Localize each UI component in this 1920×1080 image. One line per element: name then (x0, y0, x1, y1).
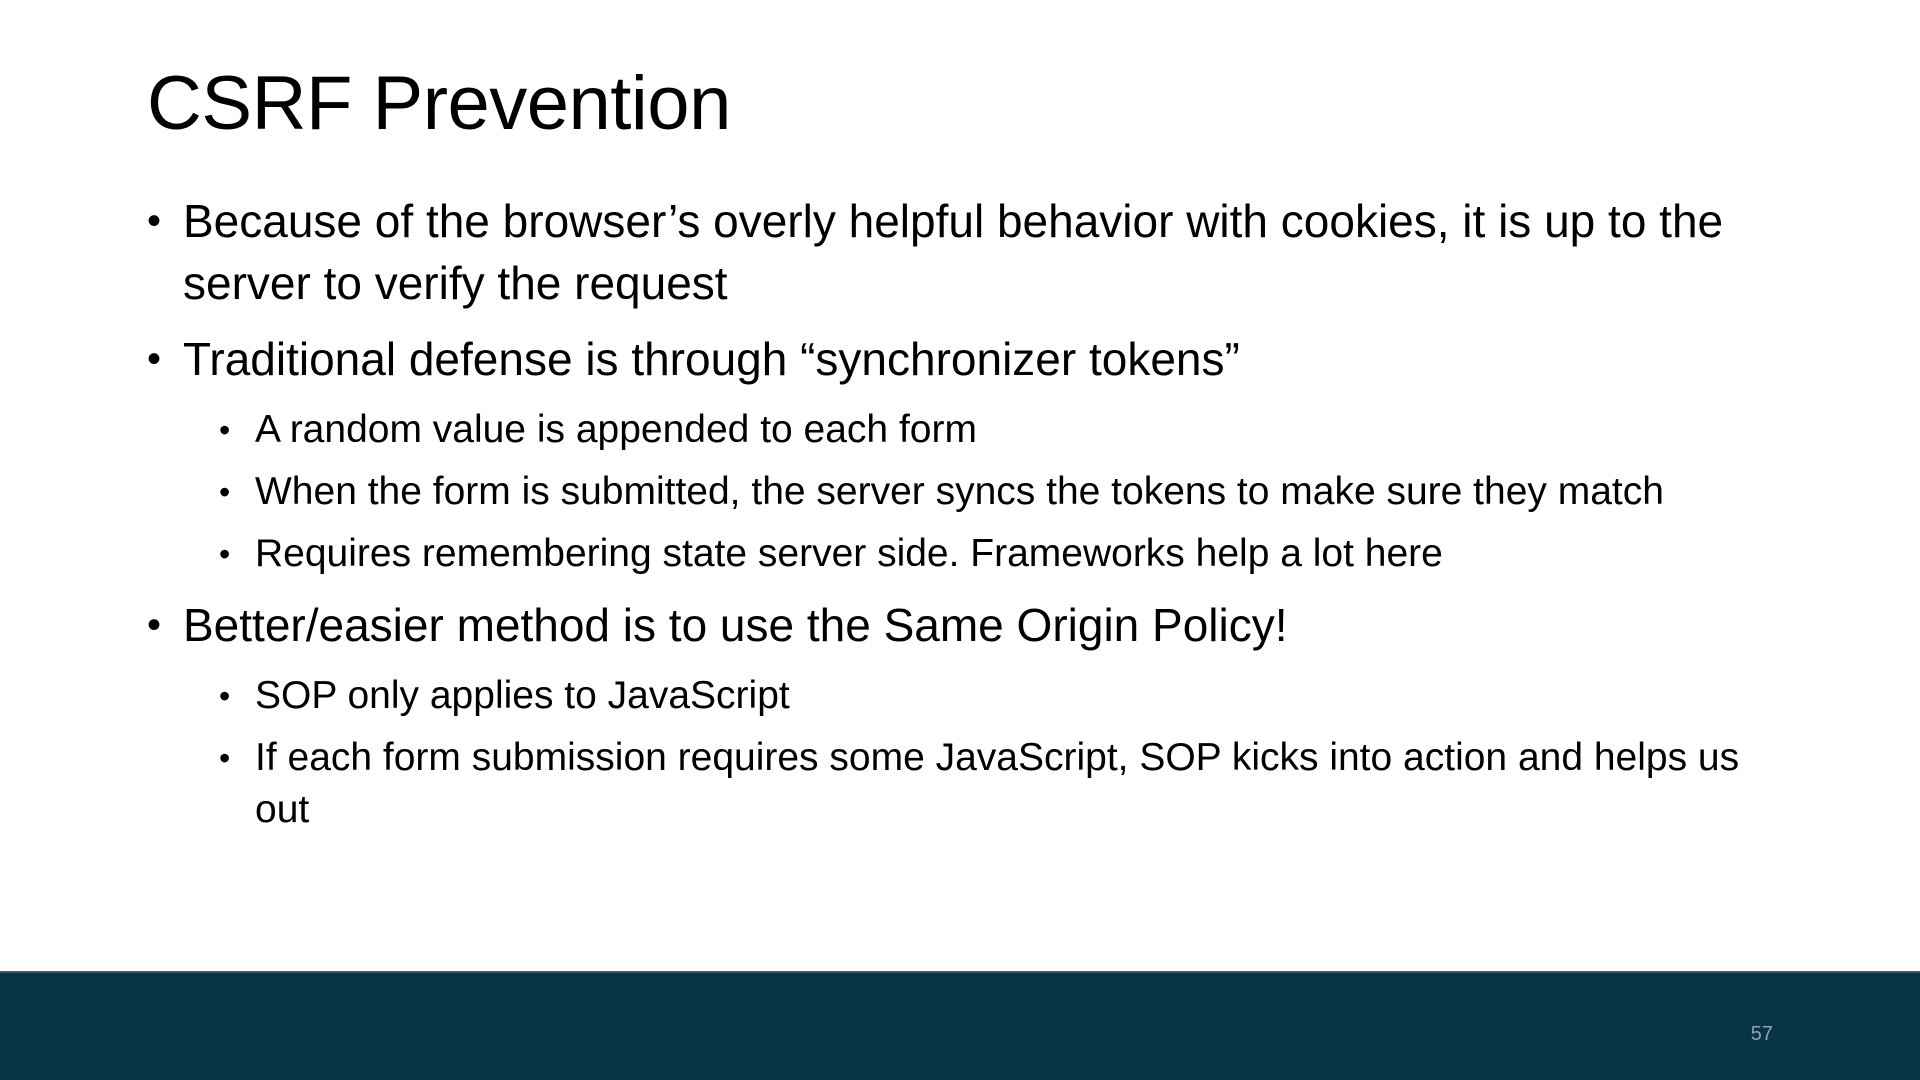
sub-bullet-dot-icon: • (219, 474, 231, 510)
sub-bullet-item (147, 466, 1787, 518)
bullet-text: Because of the browser’s overly helpful behavior with cookies, it is up to the server to verify the request (183, 195, 1724, 309)
bullet-item (147, 594, 1787, 656)
bullet-item (147, 190, 1787, 314)
sub-bullet-dot-icon: • (219, 740, 231, 776)
sub-bullet-dot-icon: • (219, 412, 231, 448)
footer-bar (0, 971, 1920, 1080)
sub-bullet-text: A random value is appended to each form (255, 408, 977, 451)
bullet-dot-icon: • (147, 337, 162, 381)
bullet-dot-icon: • (147, 603, 162, 647)
sub-bullet-dot-icon: • (219, 678, 231, 714)
slide-content (147, 190, 1787, 850)
sub-bullet-dot-icon: • (219, 536, 231, 572)
bullet-group-3 (147, 594, 1787, 836)
bullet-group-2 (147, 328, 1787, 580)
sub-bullet-item (147, 404, 1787, 456)
bullet-dot-icon: • (147, 199, 162, 243)
sub-bullet-item (147, 528, 1787, 580)
bullet-text: Better/easier method is to use the Same Origin Policy! (183, 599, 1288, 651)
page-number: 57 (1750, 1023, 1773, 1045)
sub-bullet-text: Requires remembering state server side. Frameworks help a lot here (255, 532, 1443, 575)
sub-bullet-item (147, 670, 1787, 722)
sub-bullet-text: If each form submission requires some JavaScript, SOP kicks into action and helps us out (255, 736, 1740, 831)
sub-bullet-item (147, 732, 1787, 836)
sub-bullet-text: When the form is submitted, the server syncs the tokens to make sure they match (255, 470, 1664, 513)
bullet-text: Traditional defense is through “synchronizer tokens” (183, 333, 1240, 385)
bullet-item (147, 328, 1787, 390)
bullet-group-1 (147, 190, 1787, 314)
sub-bullet-text: SOP only applies to JavaScript (255, 674, 790, 717)
slide-title: CSRF Prevention (147, 61, 731, 146)
